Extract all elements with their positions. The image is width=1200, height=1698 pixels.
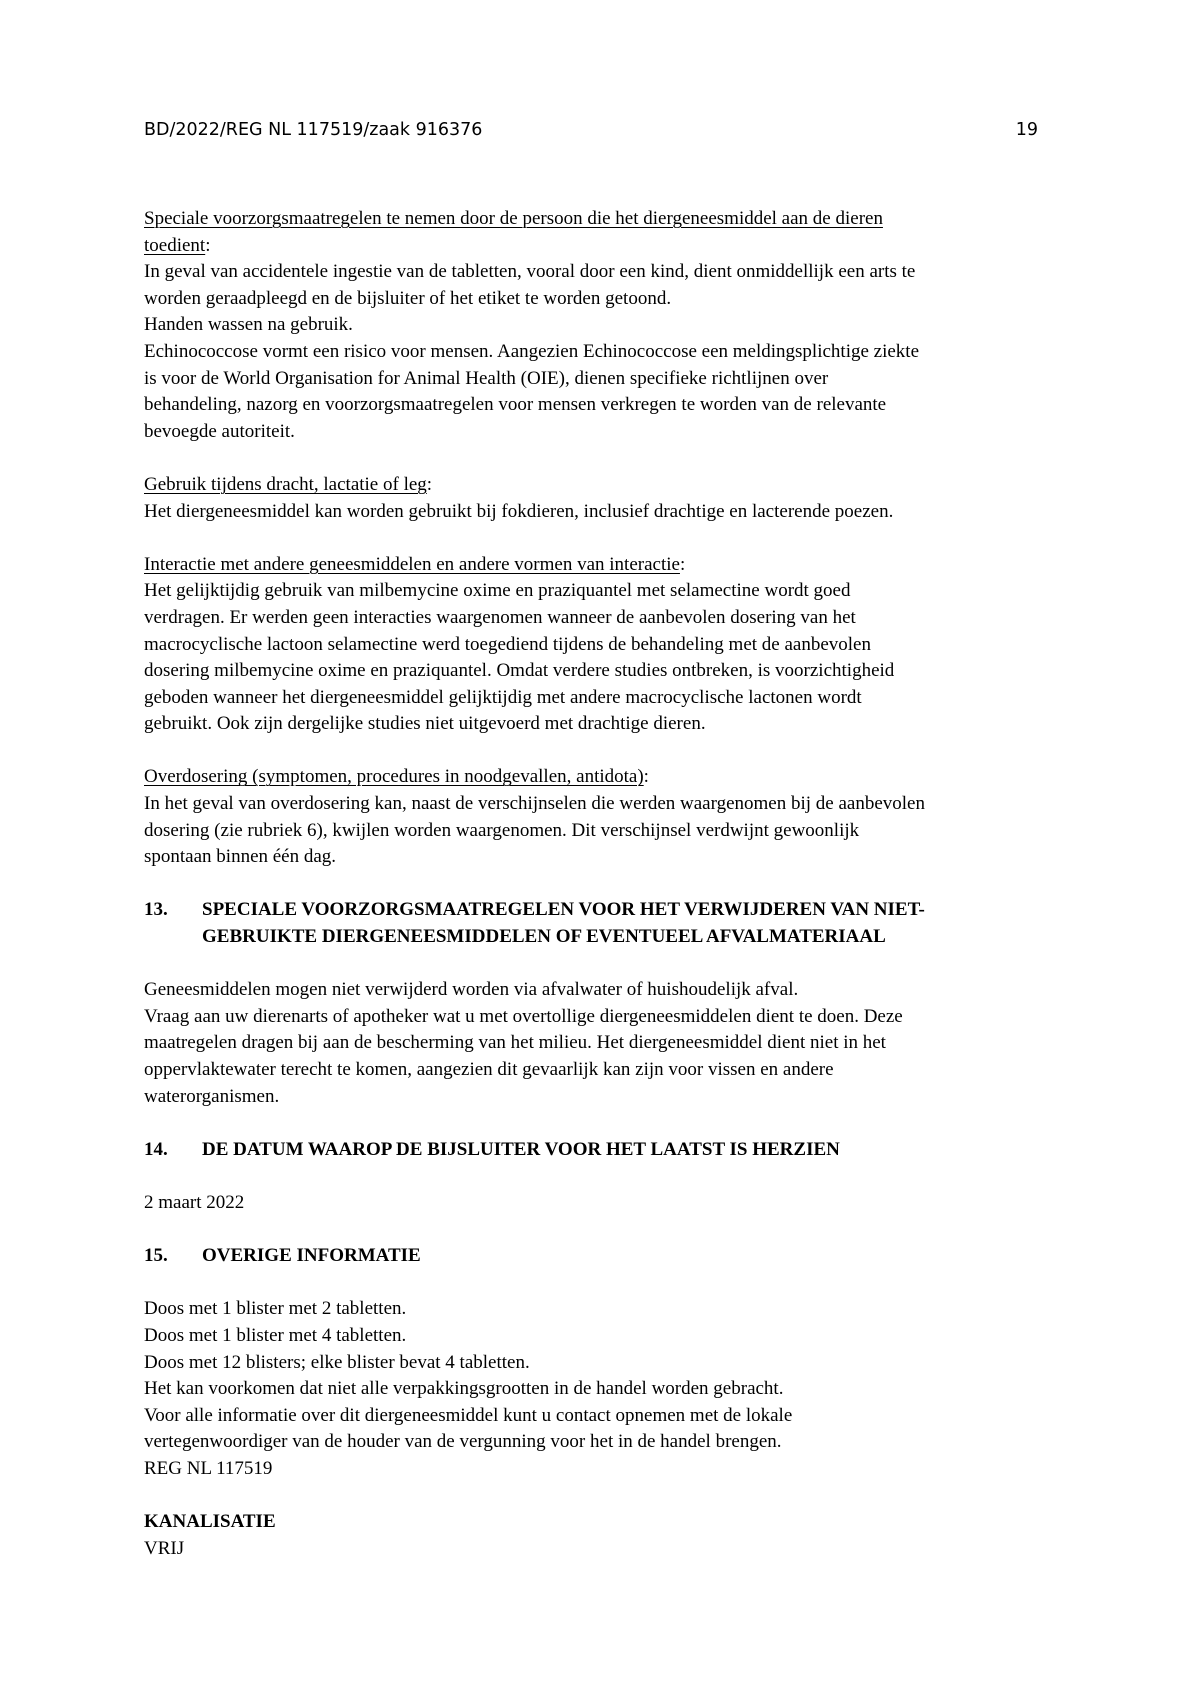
section-14-heading	[144, 1137, 1064, 1164]
section-title: DE DATUM WAAROP DE BIJSLUITER VOOR HET LAATST IS HERZIEN	[202, 1138, 840, 1160]
paragraph-line: In het geval van overdosering kan, naast de verschijnselen die werden waargenomen bij de aanbevolen	[144, 793, 925, 815]
paragraph-line: dosering milbemycine oxime en praziquantel. Omdat verdere studies ontbreken, is voorzichtigheid	[144, 660, 895, 682]
paragraph-line: REG NL 117519	[144, 1457, 273, 1479]
paragraph-line: worden geraadpleegd en de bijsluiter of het etiket te worden getoond.	[144, 287, 672, 309]
paragraph-line: geboden wanneer het diergeneesmiddel gelijktijdig met andere macrocyclische lactonen wordt	[144, 686, 862, 708]
section-number: 15.	[144, 1245, 168, 1267]
section-number: 14.	[144, 1138, 168, 1160]
paragraph-line: macrocyclische lactoon selamectine werd toegediend tijdens de behandeling met de aanbevolen	[144, 633, 871, 655]
page-number: 19	[1015, 120, 1038, 140]
paragraph-line: gebruikt. Ook zijn dergelijke studies niet uitgevoerd met drachtige dieren.	[144, 713, 706, 735]
section-persoon-voorzorg	[144, 206, 1064, 445]
section-13-body	[144, 977, 1064, 1110]
paragraph-line: In geval van accidentele ingestie van de tabletten, vooral door een kind, dient onmiddellijk een arts te	[144, 261, 916, 283]
section-13-heading	[144, 897, 1064, 950]
paragraph-line: vertegenwoordiger van de houder van de vergunning voor het in de handel brengen.	[144, 1431, 782, 1453]
section-15-heading	[144, 1243, 1064, 1270]
paragraph-line: bevoegde autoriteit.	[144, 420, 295, 442]
paragraph-line: waterorganismen.	[144, 1085, 280, 1107]
subsection-title: Interactie met andere geneesmiddelen en andere vormen van interactie:	[144, 553, 686, 575]
kanalisatie-label: KANALISATIE	[144, 1511, 276, 1533]
subsection-title: Speciale voorzorgsmaatregelen te nemen door de persoon die het diergeneesmiddel aan de dieren	[144, 208, 883, 229]
paragraph-line: oppervlaktewater terecht te komen, aangezien dit gevaarlijk kan zijn voor vissen en andere	[144, 1059, 834, 1080]
document-body	[144, 206, 1064, 1562]
paragraph-line: is voor de World Organisation for Animal Health (OIE), dienen specifieke richtlijnen over	[144, 367, 829, 389]
subsection-title: toedient:	[144, 234, 211, 256]
paragraph-line: Vraag aan uw dierenarts of apotheker wat u met overtollige diergeneesmiddelen dient te doen. Deze	[144, 1005, 903, 1027]
paragraph-line: Doos met 12 blisters; elke blister bevat 4 tabletten.	[144, 1351, 530, 1373]
paragraph-line: behandeling, nazorg en voorzorgsmaatregelen voor mensen verkregen te worden van de relevante	[144, 394, 887, 416]
kanalisatie-value: VRIJ	[144, 1537, 185, 1559]
paragraph-line: Echinococcose vormt een risico voor mensen. Aangezien Echinococcose een meldingsplichtige ziekte	[144, 340, 920, 362]
section-number: 13.	[144, 899, 168, 921]
paragraph-line: verdragen. Er werden geen interacties waargenomen wanneer de aanbevolen dosering van het	[144, 606, 856, 628]
paragraph-line: Doos met 1 blister met 2 tabletten.	[144, 1298, 407, 1320]
section-15-body	[144, 1296, 1064, 1482]
paragraph-line: Het gelijktijdig gebruik van milbemycine oxime en praziquantel met selamectine wordt goed	[144, 580, 851, 602]
subsection-title: Overdosering (symptomen, procedures in noodgevallen, antidota):	[144, 766, 649, 788]
subsection-title: Gebruik tijdens dracht, lactatie of leg:	[144, 473, 433, 495]
section-overdosering	[144, 764, 1064, 870]
paragraph-line: maatregelen dragen bij aan de bescherming van het milieu. Het diergeneesmiddel dient niet in het	[144, 1032, 886, 1054]
section-title: OVERIGE INFORMATIE	[202, 1245, 421, 1267]
paragraph-line: Doos met 1 blister met 4 tabletten.	[144, 1324, 407, 1346]
paragraph-line: Handen wassen na gebruik.	[144, 314, 353, 336]
paragraph-line: spontaan binnen één dag.	[144, 846, 337, 868]
section-interactie	[144, 552, 1064, 738]
section-14-body	[144, 1190, 1064, 1217]
section-title: GEBRUIKTE DIERGENEESMIDDELEN OF EVENTUEEL AFVALMATERIAAL	[202, 926, 886, 948]
paragraph-line: dosering (zie rubriek 6), kwijlen worden waargenomen. Dit verschijnsel verdwijnt gewoonlijk	[144, 819, 860, 841]
kanalisatie-block	[144, 1509, 1064, 1562]
section-dracht	[144, 472, 1064, 525]
page-header	[144, 116, 1038, 144]
revision-date: 2 maart 2022	[144, 1191, 245, 1213]
document-reference: BD/2022/REG NL 117519/zaak 916376	[144, 120, 483, 140]
section-title: SPECIALE VOORZORGSMAATREGELEN VOOR HET VERWIJDEREN VAN NIET-	[202, 899, 925, 921]
paragraph-line: Het kan voorkomen dat niet alle verpakkingsgrootten in de handel worden gebracht.	[144, 1378, 784, 1400]
paragraph-line: Geneesmiddelen mogen niet verwijderd worden via afvalwater of huishoudelijk afval.	[144, 979, 799, 1001]
paragraph-line: Het diergeneesmiddel kan worden gebruikt bij fokdieren, inclusief drachtige en lacterende poezen.	[144, 500, 894, 522]
paragraph-line: Voor alle informatie over dit diergeneesmiddel kunt u contact opnemen met de lokale	[144, 1404, 793, 1426]
